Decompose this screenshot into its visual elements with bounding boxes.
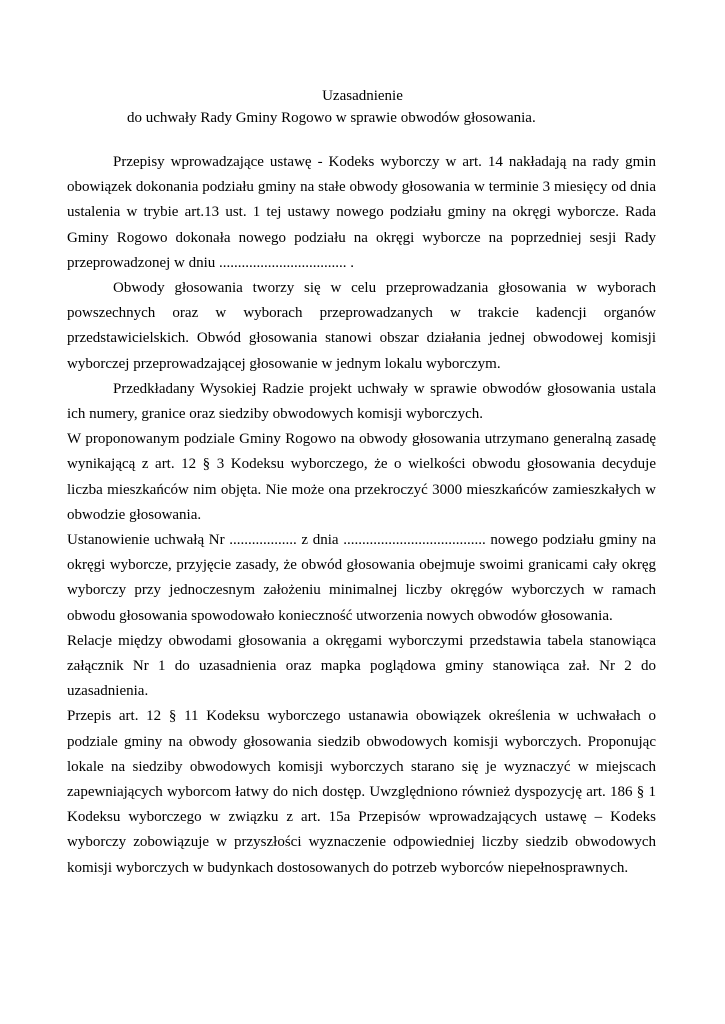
paragraph-new-districts: Ustanowienie uchwałą Nr .................. z dnia ...................................... nowego podziału gminy na okręgi wyborcze, przyjęcie zasady, że obwód głosowania obejmuje swoimi granicami cały okręg wyborczy przy jednoczesnym założeniu minimalnej liczby okręgów wyborczych w ramach obwodu głosowania spowodowało konieczność utworzenia nowych obwodów głosowania. bbox=[67, 532, 656, 624]
paragraph-voting-districts-purpose: Obwody głosowania tworzy się w celu przeprowadzania głosowania w wyborach powszechnych oraz w wyborach przeprowadzanych w trakcie kadencji organów przedstawicielskich. Obwód głosowania stanowi obszar działania jednej obwodowej komisji wyborczej przeprowadzającej głosowanie w jednym lokalu wyborczym. bbox=[67, 280, 656, 372]
document-body bbox=[67, 150, 656, 881]
paragraph-legal-basis: Przepisy wprowadzające ustawę - Kodeks wyborczy w art. 14 nakładają na rady gmin obowiązek dokonania podziału gminy na stałe obwody głosowania w terminie 3 miesięcy od dnia ustalenia w trybie art.13 ust. 1 tej ustawy nowego podziału gminy na okręgi wyborcze. Rada Gminy Rogowo dokonała nowego podziału na okręgi wyborcze na poprzedniej sesji Rady przeprowadzonej w dniu .................................. . bbox=[67, 154, 656, 271]
paragraph-attachments: Relacje między obwodami głosowania a okręgami wyborczymi przedstawia tabela stanowiąca załącznik Nr 1 do uzasadnienia oraz mapka poglądowa gminy stanowiąca zał. Nr 2 do uzasadnienia. bbox=[67, 632, 656, 700]
document-subtitle: do uchwały Rady Gminy Rogowo w sprawie obwodów głosowania. bbox=[127, 110, 536, 126]
document-title: Uzasadnienie bbox=[322, 88, 403, 104]
paragraph-population-rule: W proponowanym podziale Gminy Rogowo na obwody głosowania utrzymano generalną zasadę wynikającą z art. 12 § 3 Kodeksu wyborczego, że o wielkości obwodu głosowania decyduje liczba mieszkańców nim objęta. Nie może ona przekroczyć 3000 mieszkańców zamieszkałych w obwodzie głosowania. bbox=[67, 431, 656, 523]
paragraph-commission-seats: Przepis art. 12 § 11 Kodeksu wyborczego ustanawia obowiązek określenia w uchwałach o podziale gminy na obwody głosowania siedzib obwodowych komisji wyborczych. Proponując lokale na siedziby obwodowych komisji wyborczych starano się je wyznaczyć w miejscach zapewniających wyborcom łatwy do nich dostęp. Uwzględniono również dyspozycję art. 186 § 1 Kodeksu wyborczego w związku z art. 15a Przepisów wprowadzających ustawę – Kodeks wyborczy zobowiązuje w przyszłości wyznaczenie odpowiedniej liczby siedzib obwodowych komisji wyborczych w budynkach dostosowanych do potrzeb wyborców niepełnosprawnych. bbox=[67, 708, 656, 876]
paragraph-project-scope: Przedkładany Wysokiej Radzie projekt uchwały w sprawie obwodów głosowania ustala ich numery, granice oraz siedziby obwodowych komisji wyborczych. bbox=[67, 380, 656, 423]
